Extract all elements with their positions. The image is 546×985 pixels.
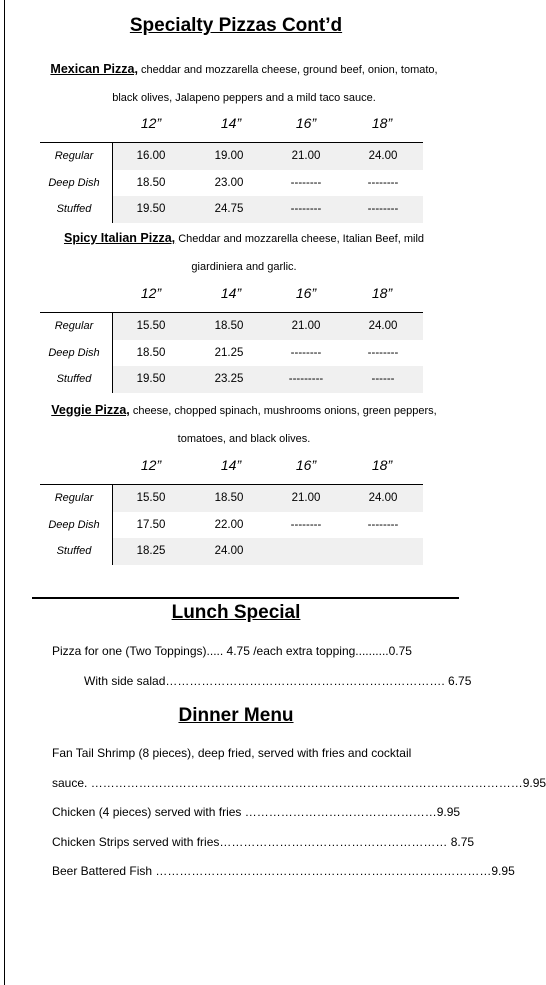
pizza-desc: cheese, chopped spinach, mushrooms onions, green peppers, — [129, 405, 437, 417]
price-cell: 19.50 — [136, 373, 166, 385]
price-cell: 18.50 — [214, 492, 244, 504]
price-cell: 18.50 — [136, 176, 166, 189]
table-row — [40, 143, 423, 170]
pizza-desc: cheddar and mozzarella cheese, ground beef, onion, tomato, — [137, 64, 438, 76]
price-cell: 21.00 — [291, 150, 321, 162]
price-cell: 22.00 — [214, 518, 244, 531]
size-header — [0, 285, 472, 305]
price-cell: 15.50 — [136, 492, 166, 504]
price-cell: 23.00 — [214, 176, 244, 189]
price-cell: --------- — [288, 373, 324, 385]
price-cell: 19.00 — [214, 150, 244, 162]
size-label: 18” — [371, 115, 393, 131]
price-cell: 24.00 — [368, 492, 398, 504]
pizza-desc: Cheddar and mozzarella cheese, Italian Beef, mild — [175, 233, 424, 245]
section-divider — [32, 597, 459, 599]
dinner-item: sauce. ………………………………………………………………………………………………9.95 — [52, 776, 546, 790]
size-label: 14” — [220, 115, 242, 131]
price-cell: ------ — [371, 373, 395, 385]
price-cell: 23.25 — [214, 373, 244, 385]
pizza-intro — [28, 224, 460, 281]
row-label: Regular — [54, 492, 94, 504]
pizza-desc-line — [28, 224, 460, 253]
price-cell: 21.00 — [291, 492, 321, 504]
pizza-name: Mexican Pizza, — [50, 62, 138, 76]
price-cell: 19.50 — [136, 203, 166, 215]
price-cell: 17.50 — [136, 518, 166, 531]
price-cell: 24.00 — [214, 545, 244, 557]
pizza-intro — [28, 396, 460, 453]
row-label: Stuffed — [56, 373, 92, 385]
price-table — [40, 312, 423, 393]
row-label: Regular — [54, 150, 94, 162]
pizza-desc-line — [28, 396, 460, 425]
table-row — [40, 512, 423, 539]
price-cell: 24.75 — [214, 203, 244, 215]
lunch-item: With side salad……………………………………………………………. 6.75 — [84, 674, 472, 688]
size-label: 16” — [295, 115, 317, 131]
price-cell: -------- — [367, 518, 399, 531]
size-label: 12” — [140, 457, 162, 473]
row-label: Regular — [54, 320, 94, 332]
price-cell: 21.00 — [291, 320, 321, 332]
price-cell: -------- — [290, 346, 322, 359]
left-margin-rule — [4, 0, 5, 985]
price-cell: -------- — [290, 176, 322, 189]
dinner-item: Chicken (4 pieces) served with fries …………………………………………9.95 — [52, 805, 461, 819]
row-label: Deep Dish — [48, 346, 100, 359]
size-header — [0, 115, 472, 135]
table-row — [40, 485, 423, 512]
price-cell: -------- — [367, 176, 399, 189]
price-cell: -------- — [367, 203, 399, 215]
price-cell: 24.00 — [368, 320, 398, 332]
table-row — [40, 366, 423, 393]
dinner-item: Fan Tail Shrimp (8 pieces), deep fried, served with fries and cocktail — [52, 746, 412, 760]
pizza-desc-line: tomatoes, and black olives. — [177, 433, 311, 445]
price-cell: 15.50 — [136, 320, 166, 332]
table-row — [40, 196, 423, 223]
dinner-item: Beer Battered Fish …………………………………………………………………………9.95 — [52, 864, 515, 878]
page-title: Specialty Pizzas Cont’d — [129, 15, 343, 36]
dinner-item: Chicken Strips served with fries………………………………………………… 8.75 — [52, 835, 475, 849]
price-cell: 21.25 — [214, 346, 244, 359]
pizza-name: Spicy Italian Pizza, — [63, 231, 176, 245]
price-cell: 18.50 — [214, 320, 244, 332]
price-cell: 16.00 — [136, 150, 166, 162]
size-label: 12” — [140, 285, 162, 301]
size-label: 18” — [371, 457, 393, 473]
pizza-desc-line: giardiniera and garlic. — [191, 261, 297, 273]
size-header — [0, 457, 472, 477]
table-row — [40, 170, 423, 197]
row-label: Deep Dish — [48, 176, 100, 189]
price-cell: 24.00 — [368, 150, 398, 162]
price-table — [40, 142, 423, 223]
price-cell: -------- — [367, 346, 399, 359]
price-table — [40, 484, 423, 565]
table-row — [40, 340, 423, 367]
price-cell: -------- — [290, 203, 322, 215]
lunch-title: Lunch Special — [171, 602, 301, 623]
row-label: Stuffed — [56, 203, 92, 215]
row-label: Stuffed — [56, 545, 92, 557]
lunch-item: Pizza for one (Two Toppings)..... 4.75 /each extra topping..........0.75 — [52, 644, 412, 658]
size-label: 14” — [220, 285, 242, 301]
price-cell: -------- — [290, 518, 322, 531]
dinner-title: Dinner Menu — [178, 705, 294, 726]
table-row — [40, 313, 423, 340]
size-label: 16” — [295, 285, 317, 301]
table-row — [40, 538, 423, 565]
row-label: Deep Dish — [48, 518, 100, 531]
size-label: 18” — [371, 285, 393, 301]
pizza-desc-line — [28, 55, 460, 84]
pizza-desc-line: black olives, Jalapeno peppers and a mild taco sauce. — [112, 92, 376, 104]
pizza-intro — [28, 55, 460, 112]
price-cell: 18.25 — [136, 545, 166, 557]
price-cell: 18.50 — [136, 346, 166, 359]
size-label: 12” — [140, 115, 162, 131]
size-label: 16” — [295, 457, 317, 473]
pizza-name: Veggie Pizza, — [51, 403, 130, 417]
size-label: 14” — [220, 457, 242, 473]
